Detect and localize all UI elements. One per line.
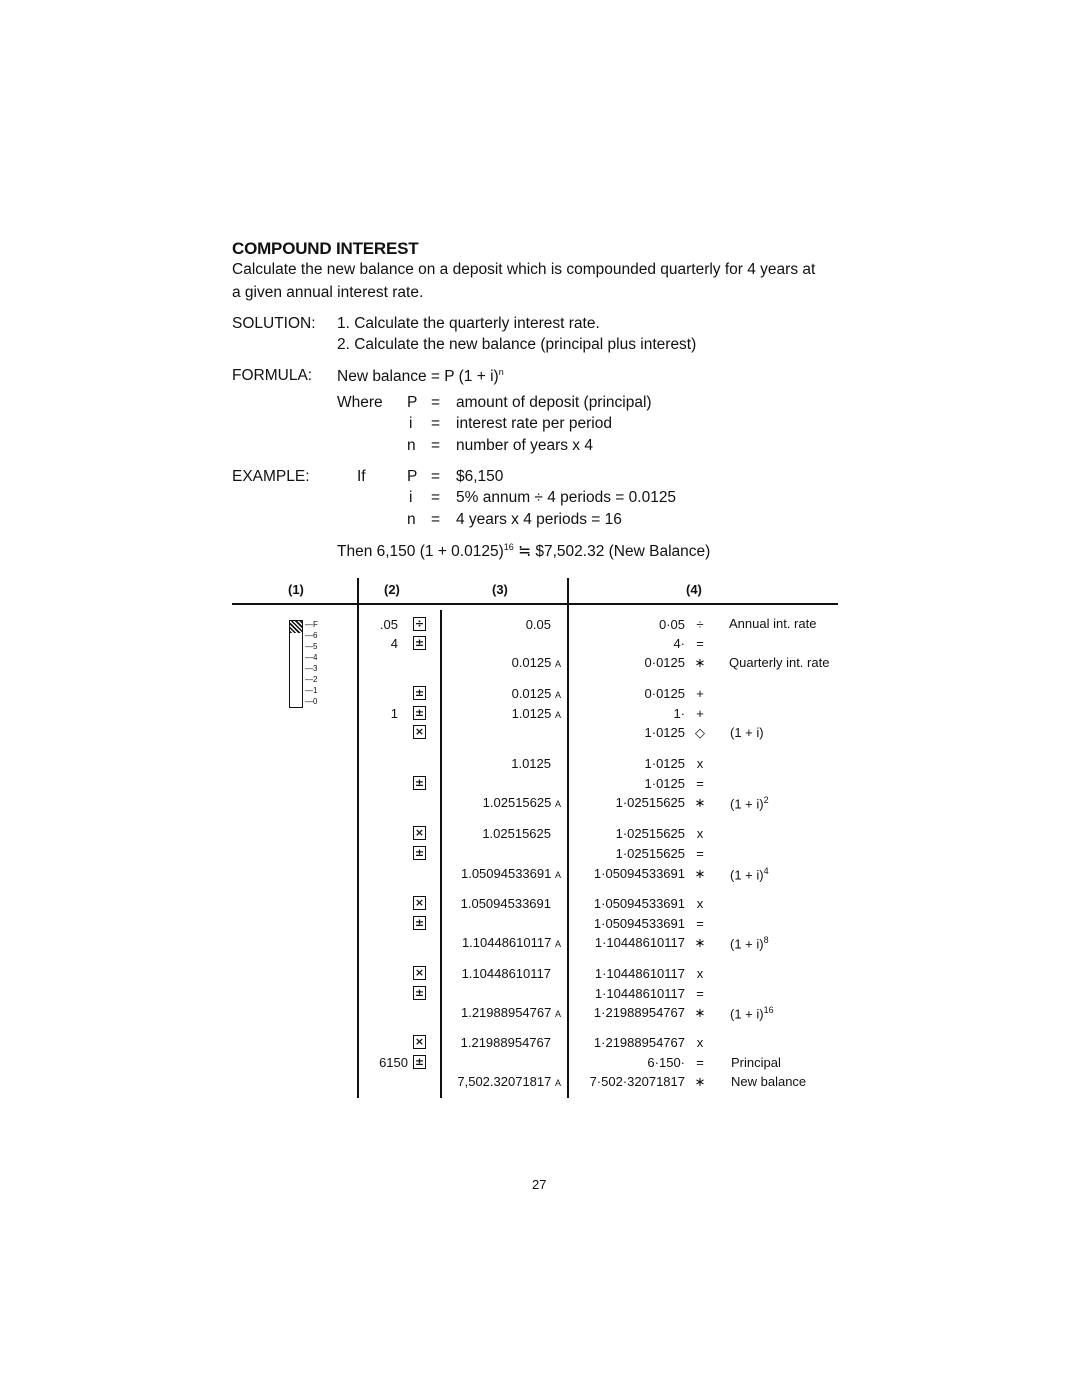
tape-line: 1· + [673, 706, 704, 721]
column-header-4: (4) [686, 582, 702, 597]
formula-def-var: n [407, 437, 416, 454]
decimal-selector [289, 620, 303, 708]
multiply-key-icon: × [414, 826, 425, 839]
column-divider [357, 578, 359, 1098]
column-divider [440, 610, 442, 1098]
multiply-key-icon: × [414, 896, 425, 909]
example-label: EXAMPLE: [232, 468, 310, 485]
display-value: 7,502.32071817 A [457, 1074, 561, 1089]
multiply-key-icon: × [414, 966, 425, 979]
solution-label: SOLUTION: [232, 315, 316, 332]
formula-def-eq: = [431, 415, 441, 432]
display-value: 1.10448610117 A [461, 935, 561, 950]
note: Quarterly int. rate [729, 655, 830, 670]
example-def-desc: 4 years x 4 periods = 16 [456, 511, 622, 528]
formula-def-var: i [409, 415, 413, 432]
tape-line: 1·05094533691 ∗ [593, 866, 706, 881]
plus-minus-key-icon: ± [414, 846, 425, 859]
column-header-3: (3) [492, 582, 508, 597]
display-value: 1.05094533691 [460, 896, 551, 911]
display-value: 1.0125 A [511, 706, 561, 721]
divide-key-icon: ÷ [414, 617, 425, 630]
selector-label: —6 [305, 631, 318, 640]
intro-line-2: a given annual interest rate. [232, 284, 424, 301]
display-value: 1.10448610117 [461, 966, 551, 981]
note: Annual int. rate [729, 616, 817, 631]
tape-line: 1·21988954767 x [593, 1035, 704, 1050]
display-value: 0.0125 A [511, 655, 561, 670]
tape-line: 0·0125 ∗ [644, 655, 706, 670]
selector-label: —2 [305, 675, 318, 684]
tape-line: 1·02515625 ∗ [615, 795, 706, 810]
selector-label: —3 [305, 664, 318, 673]
plus-minus-key-icon: ± [414, 986, 425, 999]
key-entry-number: .05 [379, 617, 398, 632]
plus-minus-key-icon: ± [414, 686, 425, 699]
tape-line: 1·0125 x [644, 756, 704, 771]
tape-line: 0·0125 + [644, 686, 704, 701]
multiply-key-icon: × [414, 725, 425, 738]
example-result: Then 6,150 $(1 + 0.0125)^{16}$ ≒ $7,502.32 (New Balance) [337, 542, 711, 561]
tape-line: 1·10448610117 x [594, 966, 704, 981]
tape-line: 6·150· = [647, 1055, 704, 1070]
page-number: 27 [532, 1177, 547, 1192]
example-if: If [357, 468, 366, 485]
example-def-desc: $6,150 [456, 468, 504, 485]
note: $(1 + i)^4$ [730, 866, 769, 883]
tape-line: 1·10448610117 = [594, 986, 704, 1001]
key-entry-number: 1 [390, 706, 398, 721]
plus-minus-key-icon: ± [414, 636, 425, 649]
tape-line: 1·02515625 = [615, 846, 704, 861]
solution-step-1: 1. Calculate the quarterly interest rate. [337, 315, 600, 332]
display-value: 1.21988954767 A [460, 1005, 561, 1020]
plus-minus-key-icon: ± [414, 776, 425, 789]
note: $(1 + i)^{16}$ [730, 1005, 774, 1022]
selector-label: —5 [305, 642, 318, 651]
tape-line: 1·02515625 x [615, 826, 704, 841]
example-def-desc: 5% annum ÷ 4 periods = 0.0125 [456, 489, 677, 506]
multiply-key-icon: × [414, 1035, 425, 1048]
formula-def-eq: = [431, 437, 441, 454]
table-header-rule [232, 603, 838, 605]
column-header-1: (1) [288, 582, 304, 597]
plus-minus-key-icon: ± [414, 1055, 425, 1068]
note: $(1 + i)^2$ [730, 795, 769, 812]
key-entry-number: 6150 [379, 1055, 408, 1070]
tape-line: 0·05 ÷ [658, 617, 704, 632]
tape-line: 1·21988954767 ∗ [593, 1005, 706, 1020]
plus-minus-key-icon: ± [414, 916, 425, 929]
tape-line: 1·05094533691 = [593, 916, 704, 931]
key-entry-number: 4 [390, 636, 398, 651]
column-header-2: (2) [384, 582, 400, 597]
example-def-var: i [409, 489, 413, 506]
tape-line: 1·0125 = [644, 776, 704, 791]
display-value: 0.0125 A [511, 686, 561, 701]
formula-text: New balance = P $(1 + i)^n$ [337, 367, 504, 386]
solution-step-2: 2. Calculate the new balance (principal plus interest) [337, 336, 697, 353]
column-divider [567, 578, 569, 1098]
note: New balance [731, 1074, 807, 1089]
selector-label: —F [305, 620, 318, 629]
tape-line: 1·10448610117 ∗ [594, 935, 706, 950]
note: $(1 + i)^8$ [730, 935, 769, 952]
example-def-eq: = [431, 489, 441, 506]
note: Principal [731, 1055, 781, 1070]
display-value: 1.21988954767 [460, 1035, 551, 1050]
page-title: COMPOUND INTEREST [232, 239, 419, 258]
formula-def-desc: amount of deposit (principal) [456, 394, 652, 411]
formula-label: FORMULA: [232, 367, 313, 384]
display-value: 1.02515625 [482, 826, 551, 841]
example-def-eq: = [431, 468, 441, 485]
formula-def-var: P [407, 394, 418, 411]
formula-where: Where [337, 394, 383, 411]
example-def-var: P [407, 468, 418, 485]
formula-def-desc: number of years x 4 [456, 437, 593, 454]
example-def-var: n [407, 511, 416, 528]
display-value: 1.0125 [511, 756, 551, 771]
selector-slider [290, 621, 302, 633]
note: (1 + i) [730, 725, 764, 740]
tape-line: 7·502·32071817 ∗ [589, 1074, 706, 1089]
selector-label: —0 [305, 697, 318, 706]
intro-line-1: Calculate the new balance on a deposit which is compounded quarterly for 4 years at [232, 261, 816, 278]
formula-def-desc: interest rate per period [456, 415, 612, 432]
formula-def-eq: = [431, 394, 441, 411]
display-value: 0.05 [525, 617, 551, 632]
display-value: 1.05094533691 A [460, 866, 561, 881]
tape-line: 4· = [673, 636, 704, 651]
display-value: 1.02515625 A [482, 795, 561, 810]
selector-label: —4 [305, 653, 318, 662]
example-def-eq: = [431, 511, 441, 528]
tape-line: 1·05094533691 x [593, 896, 704, 911]
tape-line: 1·0125 ◇ [644, 725, 705, 740]
selector-label: —1 [305, 686, 318, 695]
plus-minus-key-icon: ± [414, 706, 425, 719]
